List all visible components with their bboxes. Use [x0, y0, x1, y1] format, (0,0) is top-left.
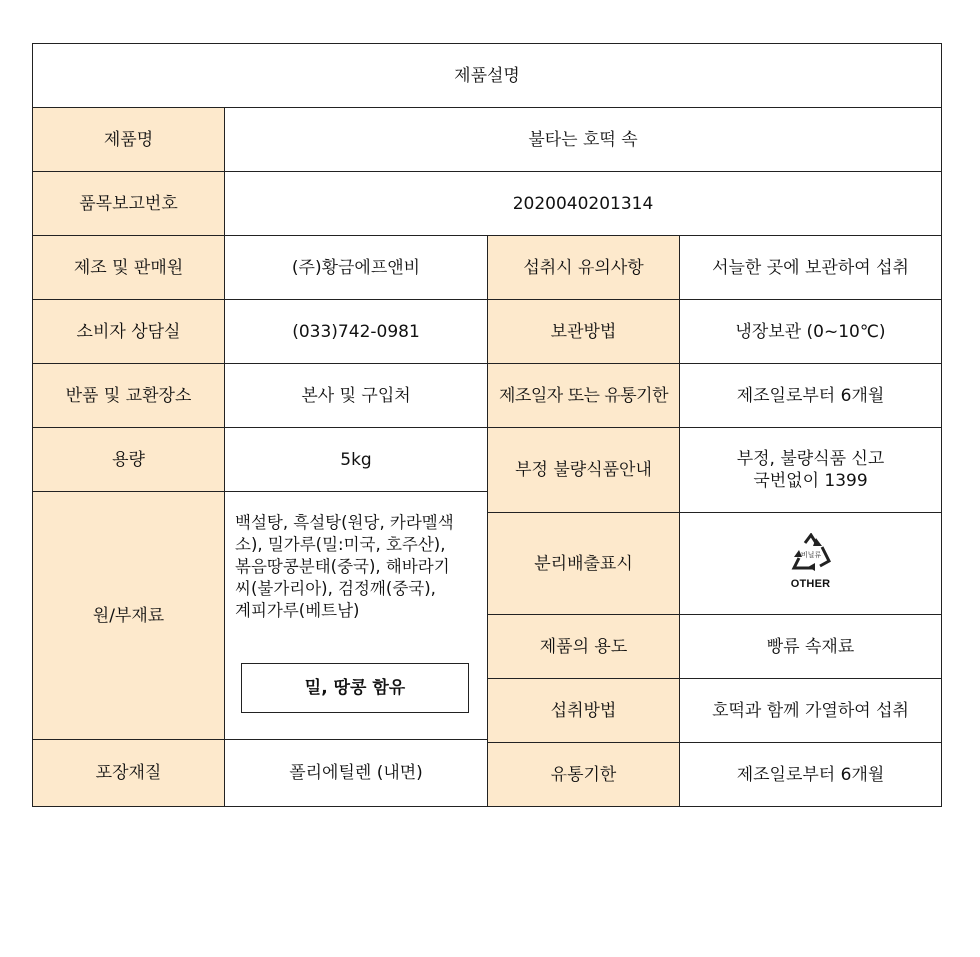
intake-value: 호떡과 함께 가열하여 섭취 — [679, 678, 942, 743]
packaging-value: 폴리에틸렌 (내면) — [224, 739, 488, 807]
ingredients-label: 원/부재료 — [32, 491, 225, 740]
allergen-box: 밀, 땅콩 함유 — [241, 663, 469, 713]
recycle-label: 분리배출표시 — [487, 512, 680, 615]
defect-value-line1: 부정, 불량식품 신고 — [736, 449, 885, 469]
product-info-table — [32, 43, 942, 807]
recycle-material: 비닐류 — [800, 550, 821, 559]
consumer-office-value: (033)742-0981 — [224, 299, 488, 364]
usage-label: 제품의 용도 — [487, 614, 680, 679]
defect-value — [679, 427, 942, 513]
ingredients-value — [224, 491, 488, 740]
capacity-label: 용량 — [32, 427, 225, 492]
defect-value-line2: 국번없이 1399 — [753, 471, 868, 491]
defect-label: 부정 불량식품안내 — [487, 427, 680, 513]
table-title: 제품설명 — [32, 43, 942, 108]
capacity-value: 5kg — [224, 427, 488, 492]
caution-label: 섭취시 유의사항 — [487, 235, 680, 300]
manufacturer-label: 제조 및 판매원 — [32, 235, 225, 300]
product-name-label: 제품명 — [32, 107, 225, 172]
recycle-icon — [789, 533, 833, 571]
packaging-label: 포장재질 — [32, 739, 225, 807]
return-place-label: 반품 및 교환장소 — [32, 363, 225, 428]
caution-value: 서늘한 곳에 보관하여 섭취 — [679, 235, 942, 300]
recycle-value — [679, 512, 942, 615]
return-place-value: 본사 및 구입처 — [224, 363, 488, 428]
storage-value: 냉장보관 (0~10℃) — [679, 299, 942, 364]
report-number-label: 품목보고번호 — [32, 171, 225, 236]
storage-label: 보관방법 — [487, 299, 680, 364]
expiry-date-value: 제조일로부터 6개월 — [679, 363, 942, 428]
ingredients-text: 백설탕, 흑설탕(원당, 카라멜색 소), 밀가루(밀:미국, 호주산), 볶음땅콩분태(중국), 해바라기 씨(불가리아), 검정깨(중국), 계피가루(베트남) — [235, 513, 454, 620]
manufacturer-value: (주)황금에프앤비 — [224, 235, 488, 300]
consumer-office-label: 소비자 상담실 — [32, 299, 225, 364]
expiry-date-label: 제조일자 또는 유통기한 — [487, 363, 680, 428]
shelf-life-value: 제조일로부터 6개월 — [679, 742, 942, 807]
report-number-value: 2020040201314 — [224, 171, 942, 236]
shelf-life-label: 유통기한 — [487, 742, 680, 807]
usage-value: 빵류 속재료 — [679, 614, 942, 679]
product-name-value: 불타는 호떡 속 — [224, 107, 942, 172]
recycle-mark: OTHER — [790, 577, 831, 590]
intake-label: 섭취방법 — [487, 678, 680, 743]
